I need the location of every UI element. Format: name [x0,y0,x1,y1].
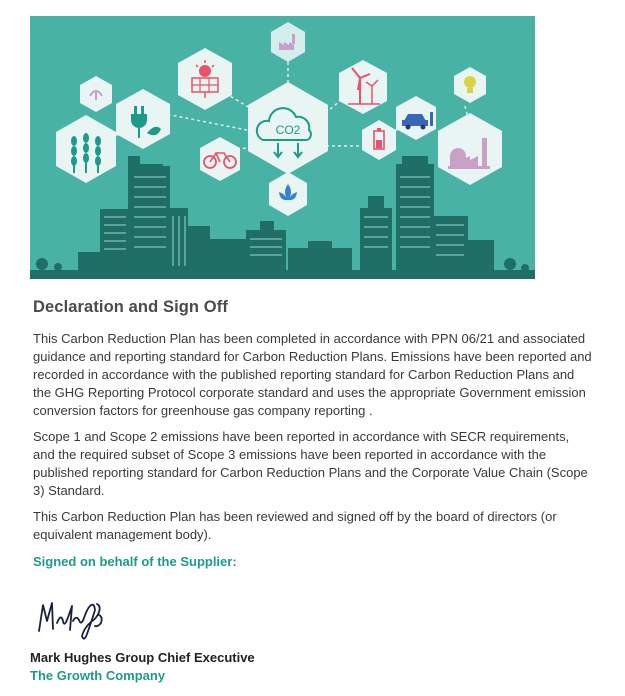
paragraph-signoff: This Carbon Reduction Plan has been reviewed and signed off by the board of directors (or equivalent management body). [33,509,557,542]
company-name: The Growth Company [30,668,166,683]
declaration-section [33,298,593,569]
signature-image [33,593,113,649]
paragraph-compliance-line2: Emissions have been reported and recorded in accordance with the published reporting standard for Carbon Reduction Plans and the GHG Reporting Protocol corporate standard and uses the appropriate Government emission conversion factors for greenhouse gas company reporting . [33,349,592,418]
svg-text:CO2: CO2 [275,123,301,137]
paragraph-scope: Scope 1 and Scope 2 emissions have been reported in accordance with SECR requirements, and the required subset of Scope 3 emissions have been reported in accordance with the published reporting standard for Carbon Reduction Plans and the Corporate Value Chain (Scope 3) Standard. [33,429,588,498]
section-title: Declaration and Sign Off [33,298,228,316]
carbon-illustration [30,16,535,279]
hero-illustration [30,16,535,279]
paragraph-compliance [33,330,593,420]
handwritten-signature [33,593,113,649]
signer-name: Mark Hughes Group Chief Executive [30,650,255,665]
paragraph-compliance-line1: This Carbon Reduction Plan has been completed in accordance with PPN 06/21 and associated guidance and reporting standard for Carbon Reduction Plans. [33,331,586,364]
signed-on-behalf-label: Signed on behalf of the Supplier: [33,554,237,569]
